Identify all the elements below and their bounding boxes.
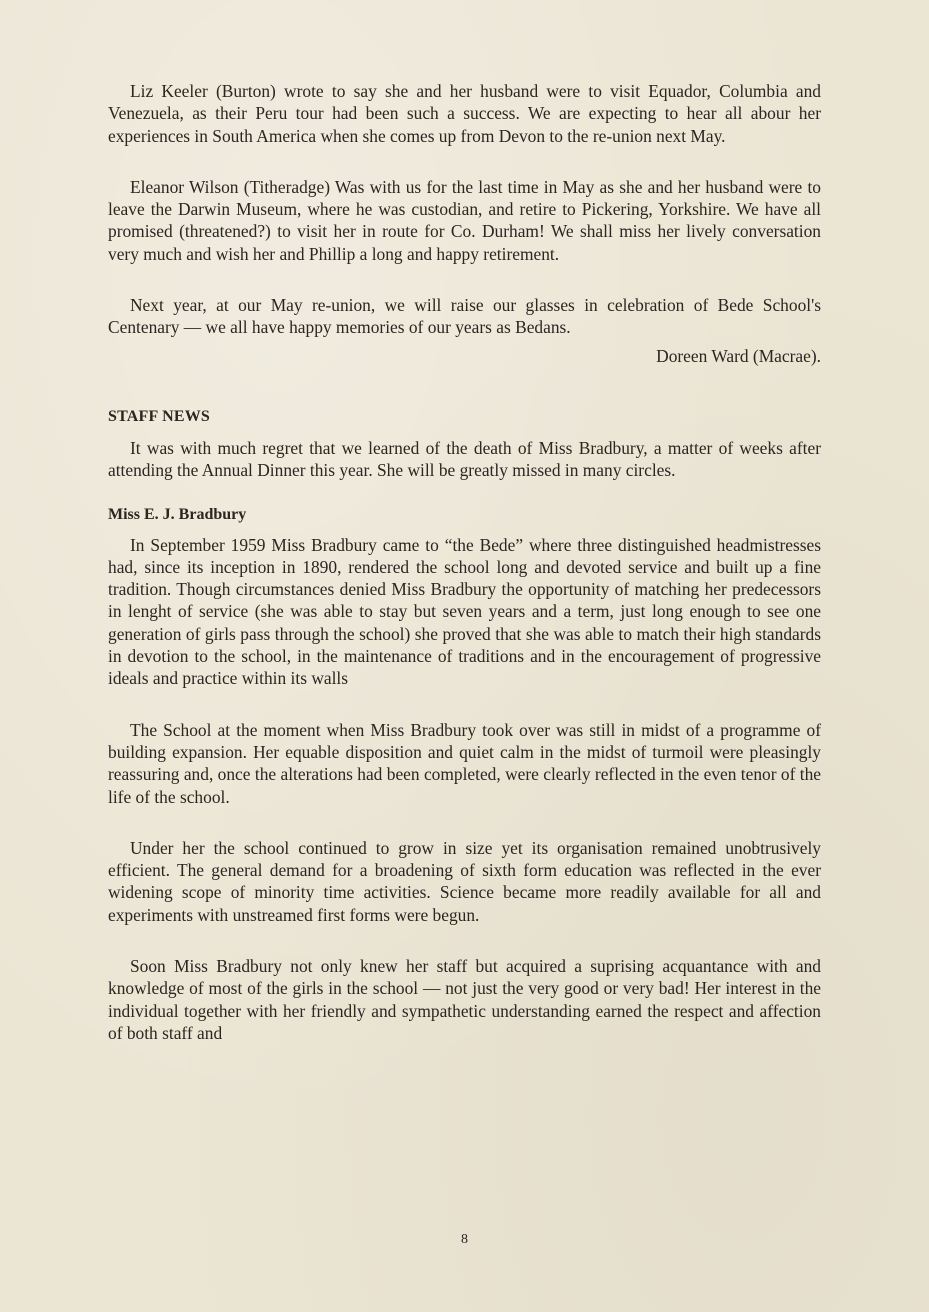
paragraph-wilson: Eleanor Wilson (Titheradge) Was with us for the last time in May as she and her husband were to leave the Darwin Museum, where he was custodian, and retire to Pickering, Yorkshire. We have all promised (threatened?) to visit her in route for Co. Durham! We shall miss her lively conversation very much and wish her and Phillip a long and happy retirement. (108, 176, 821, 264)
page-number: 8 (461, 1232, 468, 1247)
paragraph-bradbury-1: In September 1959 Miss Bradbury came to “the Bede” where three distinguished headmistresses had, since its inception in 1890, rendered the school long and devoted service and built up a fine tradition. Though circumstances denied Miss Bradbury the opportunity of matching her predecessors in lenght of service (she was able to stay but seven years and a term, just long enough to see one generation of girls pass through the school) she proved that she was able to match their high standards in devotion to the school, in the maintenance of traditions and in the encouragement of progressive ideals and practice within its walls (108, 534, 821, 689)
paragraph-centenary: Next year, at our May re-union, we will raise our glasses in celebration of Bede School's Centenary — we all have happy memories of our years as Bedans. (108, 295, 821, 338)
paragraph-bradbury-2: The School at the moment when Miss Bradbury took over was still in midst of a programme of building expansion. Her equable disposition and quiet calm in the midst of turmoil were pleasingly reassuring and, once the alterations had been completed, were clearly reflected in the even tenor of the life of the school. (108, 719, 821, 807)
paragraph-keeler: Liz Keeler (Burton) wrote to say she and her husband were to visit Equador, Columbia and Venezuela, as their Peru tour had been such a success. We are expecting to hear all abour her experiences in South America when she comes up from Devon to the re-union next May. (108, 81, 821, 146)
signature: Doreen Ward (Macrae). (656, 345, 821, 366)
page-content (108, 80, 821, 1044)
staff-news-heading: STAFF NEWS (108, 407, 211, 425)
paragraph-staff-news: It was with much regret that we learned of the death of Miss Bradbury, a matter of weeks after attending the Annual Dinner this year. She will be greatly missed in many circles. (108, 437, 821, 481)
paragraph-bradbury-3: Under her the school continued to grow in size yet its organisation remained unobtrusively efficient. The general demand for a broadening of sixth form education was reflected in the ever widening scope of minority time activities. Science became more readily available for all and experiments with unstreamed first forms were begun. (108, 837, 821, 925)
paragraph-bradbury-4: Soon Miss Bradbury not only knew her staff but acquired a suprising acquantance with and knowledge of most of the girls in the school — not just the very good or very bad! Her interest in the individual together with her friendly and sympathetic understanding earned the respect and affection of both staff and (108, 956, 821, 1043)
bradbury-heading: Miss E. J. Bradbury (108, 505, 247, 523)
